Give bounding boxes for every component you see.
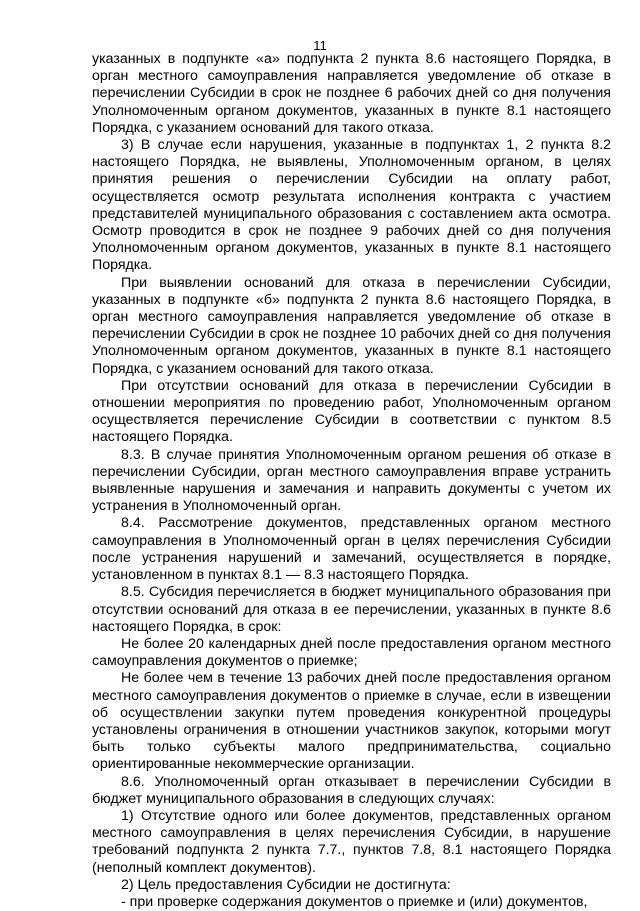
paragraph-term-13-days: Не более чем в течение 13 рабочих дней после предоставления органом местного самоуправления документов о приемке в случае, если в извещении об осуществлении закупки путем проведения конкурентной процедуры установлены ограничения в отношении участников закупок, которыми могут быть только субъекты малого предпринимательства, социально ориентированные некоммерческие организации.	[92, 670, 611, 773]
paragraph-no-refusal-grounds: При отсутствии оснований для отказа в перечислении Субсидии в отношении мероприятия по проведению работ, Уполномоченным органом осуществляется перечисление Субсидии в соответствии с пунктом 8.5 настоящего Порядка.	[92, 377, 611, 446]
document-body	[92, 51, 611, 911]
paragraph-8-6-item-2: 2) Цель предоставления Субсидии не достигнута:	[121, 876, 451, 893]
paragraph-8-6: 8.6. Уполномоченный орган отказывает в перечислении Субсидии в бюджет муниципального образования в следующих случаях:	[92, 773, 611, 807]
paragraph-refusal-grounds: При выявлении оснований для отказа в перечислении Субсидии, указанных в подпункте «б» подпункта 2 пункта 8.6 настоящего Порядка, в орган местного самоуправления направляется уведомление об отказе в перечислении Субсидии в срок не позднее 10 рабочих дней со дня получения Уполномоченным органом документов, указанных в пункте 8.1 настоящего Порядка, с указанием оснований для такого отказа.	[92, 274, 611, 377]
page-number: 11	[313, 38, 327, 53]
paragraph-8-6-dash-item: - при проверке содержания документов о приемке и (или) документов,	[121, 893, 588, 910]
paragraph-item-3: 3) В случае если нарушения, указанные в подпунктах 1, 2 пункта 8.2 настоящего Порядка, не выявлены, Уполномоченным органом, в целях принятия решения о перечислении Субсидии на оплату работ, осуществляется осмотр результата исполнения контракта с участием представителей муниципального образования с составлением акта осмотра. Осмотр проводится в срок не позднее 9 рабочих дней со дня получения Уполномоченным органом документов, указанных в пункте 8.1 настоящего Порядка.	[92, 137, 611, 274]
paragraph-8-3: 8.3. В случае принятия Уполномоченным органом решения об отказе в перечислении Субсидии, орган местного самоуправления вправе устранить выявленные нарушения и замечания и направить документы с учетом их устранения в Уполномоченный орган.	[92, 446, 611, 515]
paragraph-term-20-days: Не более 20 календарных дней после предоставления органом местного самоуправления документов о приемке;	[92, 635, 611, 670]
paragraph-continuation: указанных в подпункте «а» подпункта 2 пункта 8.6 настоящего Порядка, в орган местного самоуправления направляется уведомление об отказе в перечислении Субсидии в срок не позднее 6 рабочих дней со дня получения Уполномоченным органом документов, указанных в пункте 8.1 настоящего Порядка, с указанием оснований для такого отказа.	[92, 51, 611, 136]
paragraph-8-5: 8.5. Субсидия перечисляется в бюджет муниципального образования при отсутствии оснований для отказа в ее перечислении, указанных в пункте 8.6 настоящего Порядка, в срок:	[92, 584, 611, 635]
paragraph-8-6-item-1: 1) Отсутствие одного или более документов, представленных органом местного самоуправления в целях перечисления Субсидии, в нарушение требований подпункта 2 пункта 7.7., пунктов 7.8, 8.1 настоящего Порядка (неполный комплект документов).	[92, 807, 611, 876]
paragraph-8-4: 8.4. Рассмотрение документов, представленных органом местного самоуправления в Уполномоченный орган в целях перечисления Субсидии после устранения нарушений и замечаний, осуществляется в порядке, установленном в пунктах 8.1 — 8.3 настоящего Порядка.	[92, 515, 611, 584]
